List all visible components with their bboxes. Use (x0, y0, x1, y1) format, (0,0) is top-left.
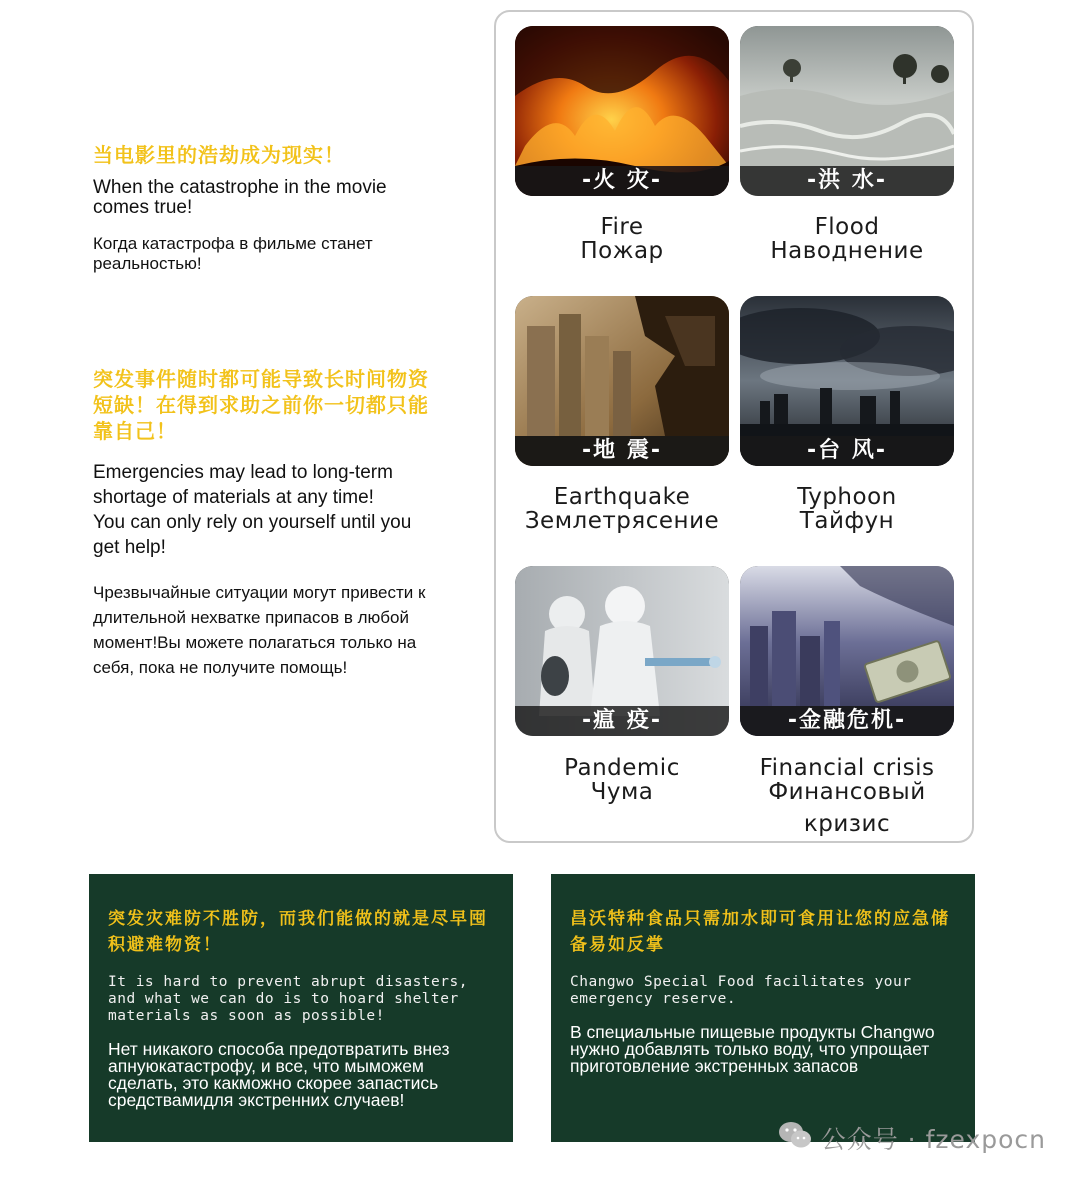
earthquake-band-label: -地 震- (515, 436, 729, 466)
emergency-text-en: Emergencies may lead to long-term shortage of materials at any time! (93, 462, 393, 508)
hoard-materials-box (89, 874, 513, 1142)
pandemic-caption-ru: Чума (590, 779, 654, 805)
flood-caption-en: Flood (814, 214, 880, 240)
typhoon-caption-ru: Тайфун (799, 508, 895, 534)
pandemic-band-label: -瘟 疫- (515, 706, 729, 736)
hoard-heading-cn: 突发灾难防不胜防，而我们能做的就是尽早囤积避难物资！ (108, 909, 488, 955)
changwo-food-box (551, 874, 975, 1142)
wechat-icon (777, 1120, 813, 1156)
financial-crisis-photo (740, 566, 954, 736)
typhoon-photo (740, 296, 954, 466)
typhoon-band-label: -台 风- (740, 436, 954, 466)
intro-text-en: When the catastrophe in the movie comes true! (93, 177, 387, 218)
typhoon-caption-en: Typhoon (797, 484, 897, 510)
flood-band-label: -洪 水- (740, 166, 954, 196)
earthquake-caption (502, 485, 742, 533)
hoard-text-ru: Нет никакого способа предотвратить внез апнуюкатастрофу, и все, что мыможем сделать, это какможно скорее запастись средствамидля экстренних случаев! (108, 1039, 450, 1110)
earthquake-caption-en: Earthquake (553, 484, 691, 510)
emergency-heading-cn: 突发事件随时都可能导致长时间物资短缺！在得到求助之前你一切都只能靠自己！ (93, 367, 429, 443)
flood-caption (727, 215, 967, 263)
intro-heading-cn: 当电影里的浩劫成为现实！ (93, 143, 345, 167)
intro-text-ru: Когда катастрофа в фильме станет реальностью! (93, 234, 373, 273)
hoard-text-en: It is hard to prevent abrupt disasters, and what we can do is to hoard shelter materials as soon as possible! (108, 974, 468, 1024)
pandemic-photo (515, 566, 729, 736)
emergency-text-en-2: You can only rely on yourself until you get help! (93, 512, 412, 558)
pandemic-caption (502, 756, 742, 804)
disaster-panel (494, 10, 974, 843)
earthquake-photo (515, 296, 729, 466)
emergency-text-ru: Чрезвычайные ситуации могут привести к длительной нехватке припасов в любой момент!Вы можете полагаться только на себя, пока не получите помощь! (93, 583, 426, 677)
financial-crisis-caption-en: Financial crisis (759, 755, 935, 781)
pandemic-caption-en: Pandemic (564, 755, 680, 781)
fire-photo (515, 26, 729, 196)
watermark-account: 公众号 · fzexpocn (820, 1125, 1046, 1154)
changwo-text-en: Changwo Special Food facilitates your emergency reserve. (570, 974, 912, 1007)
financial-crisis-caption-ru-2: кризис (803, 811, 891, 837)
typhoon-caption (727, 485, 967, 533)
financial-crisis-caption (727, 756, 967, 836)
fire-caption-en: Fire (600, 214, 644, 240)
financial-crisis-caption-ru: Финансовый (768, 779, 926, 805)
intro-block (93, 142, 433, 274)
flood-caption-ru: Наводнение (770, 238, 924, 264)
fire-band-label: -火 灾- (515, 166, 729, 196)
changwo-text-ru: В специальные пищевые продукты Changwo нужно добавлять только воду, что упрощает приготовление экстренных запасов (570, 1022, 935, 1076)
earthquake-caption-ru: Землетрясение (524, 508, 720, 534)
emergency-block (93, 366, 441, 680)
fire-caption-ru: Пожар (580, 238, 664, 264)
fire-caption (502, 215, 742, 263)
changwo-heading-cn: 昌沃特种食品只需加水即可食用让您的应急储备易如反掌 (570, 909, 950, 955)
financial-crisis-band-label: -金融危机- (740, 706, 954, 736)
watermark (777, 1120, 1046, 1156)
flood-photo (740, 26, 954, 196)
